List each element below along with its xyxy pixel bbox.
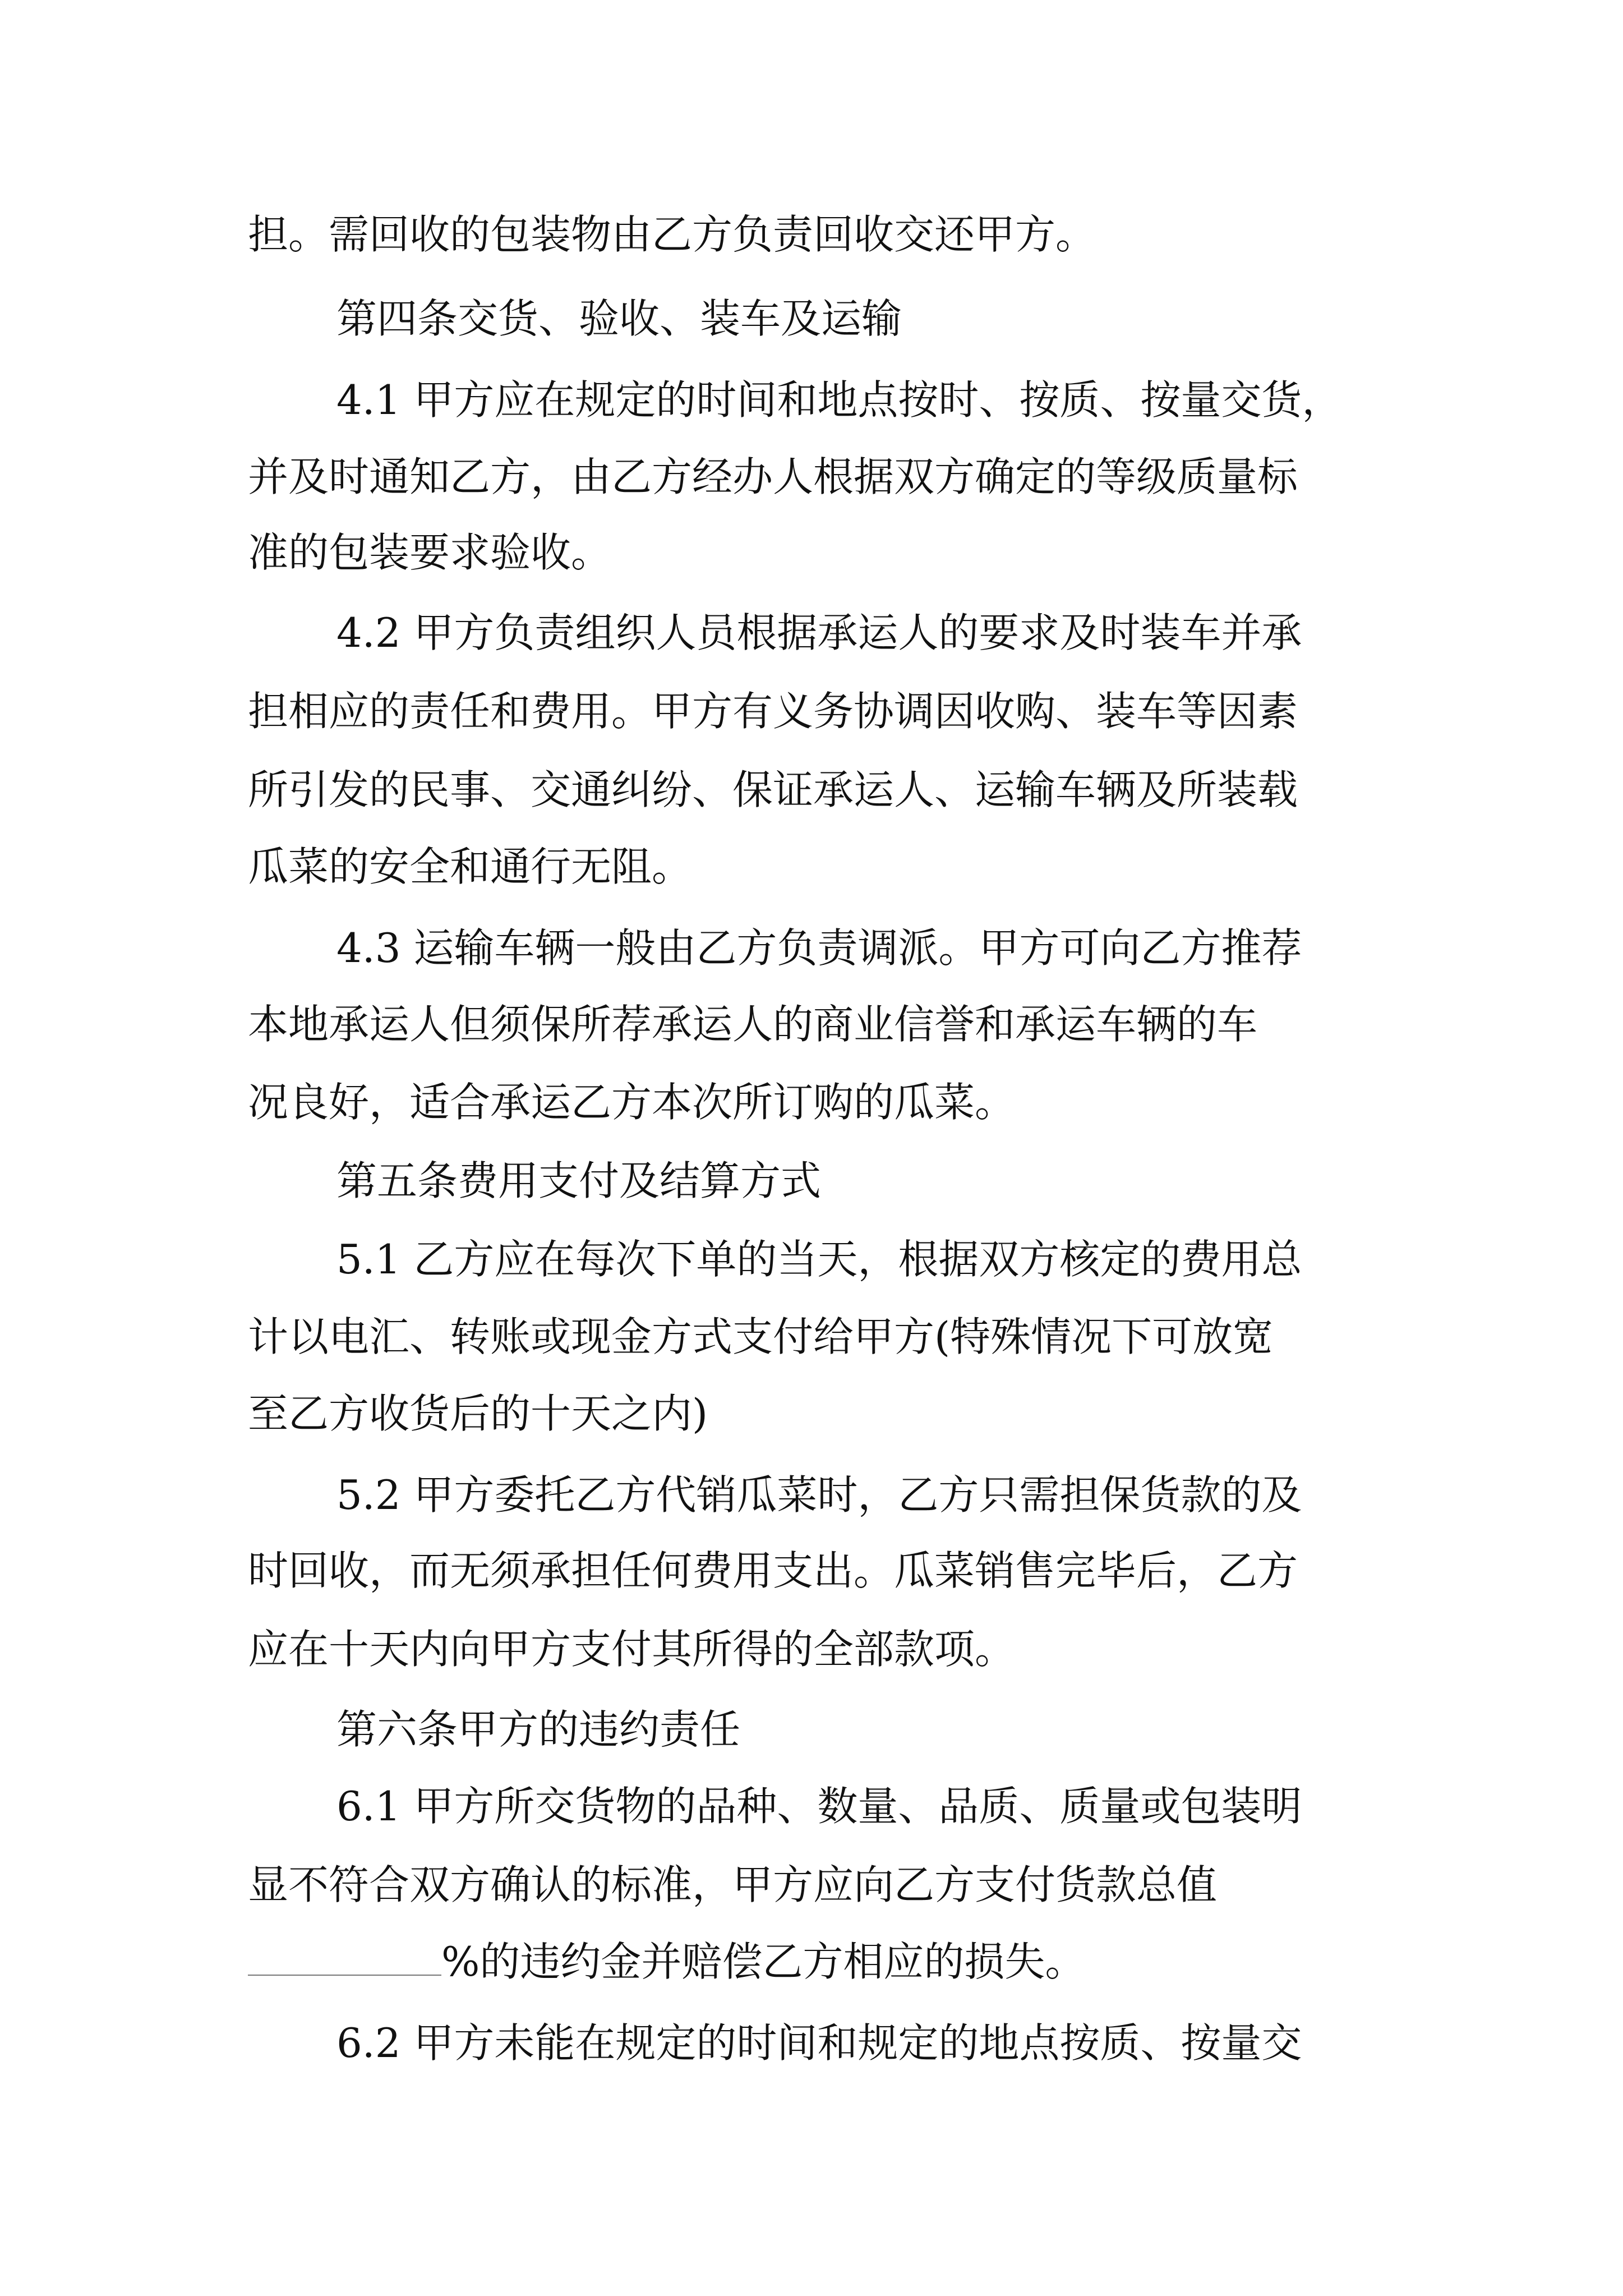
text-line: 并及时通知乙方，由乙方经办人根据双方确定的等级质量标 [248,453,1298,500]
text-line: 计以电汇、转账或现金方式支付给甲方(特殊情况下可放宽 [248,1313,1274,1360]
text-line: 显不符合双方确认的标准，甲方应向乙方支付货款总值 [248,1861,1218,1908]
text-line: 本地承运人但须保所荐承运人的商业信誉和承运车辆的车 [248,1001,1258,1048]
text-line: 瓜菜的安全和通行无阻。 [248,843,693,890]
text-line: 5.2 甲方委托乙方代销瓜菜时，乙方只需担保货款的及 [336,1471,1302,1519]
text-line: 况良好，适合承运乙方本次所订购的瓜菜。 [248,1079,1016,1126]
text-line: 担。需回收的包装物由乙方负责回收交还甲方。 [248,211,1096,258]
section-heading: 第五条费用支付及结算方式 [336,1157,822,1204]
fill-in-blank [248,1940,441,1976]
section-heading: 第四条交货、验收、装车及运输 [336,295,902,342]
text-line-with-blank [248,1939,1085,1984]
text-line: 4.3 运输车辆一般由乙方负责调派。甲方可向乙方推荐 [336,924,1302,972]
text-line: 担相应的责任和费用。甲方有义务协调因收购、装车等因素 [248,688,1298,735]
text-line: 时回收，而无须承担任何费用支出。瓜菜销售完毕后，乙方 [248,1547,1298,1594]
text-line: 至乙方收货后的十天之内) [248,1390,708,1437]
text-line: 所引发的民事、交通纠纷、保证承运人、运输车辆及所装载 [248,766,1298,813]
text-line: 6.1 甲方所交货物的品种、数量、品质、质量或包装明 [336,1783,1302,1830]
text-line: 5.1 乙方应在每次下单的当天，根据双方核定的费用总 [336,1236,1302,1283]
section-heading: 第六条甲方的违约责任 [336,1706,741,1753]
text-line: 6.2 甲方未能在规定的时间和规定的地点按质、按量交 [336,2019,1302,2067]
text-line: 准的包装要求验收。 [248,529,612,576]
text-line: 4.1 甲方应在规定的时间和地点按时、按质、按量交货， [336,376,1343,424]
text-line: 4.2 甲方负责组织人员根据承运人的要求及时装车并承 [336,609,1302,656]
text-line: %的违约金并赔偿乙方相应的损失。 [441,1938,1086,1985]
text-line: 应在十天内向甲方支付其所得的全部款项。 [248,1626,1016,1673]
